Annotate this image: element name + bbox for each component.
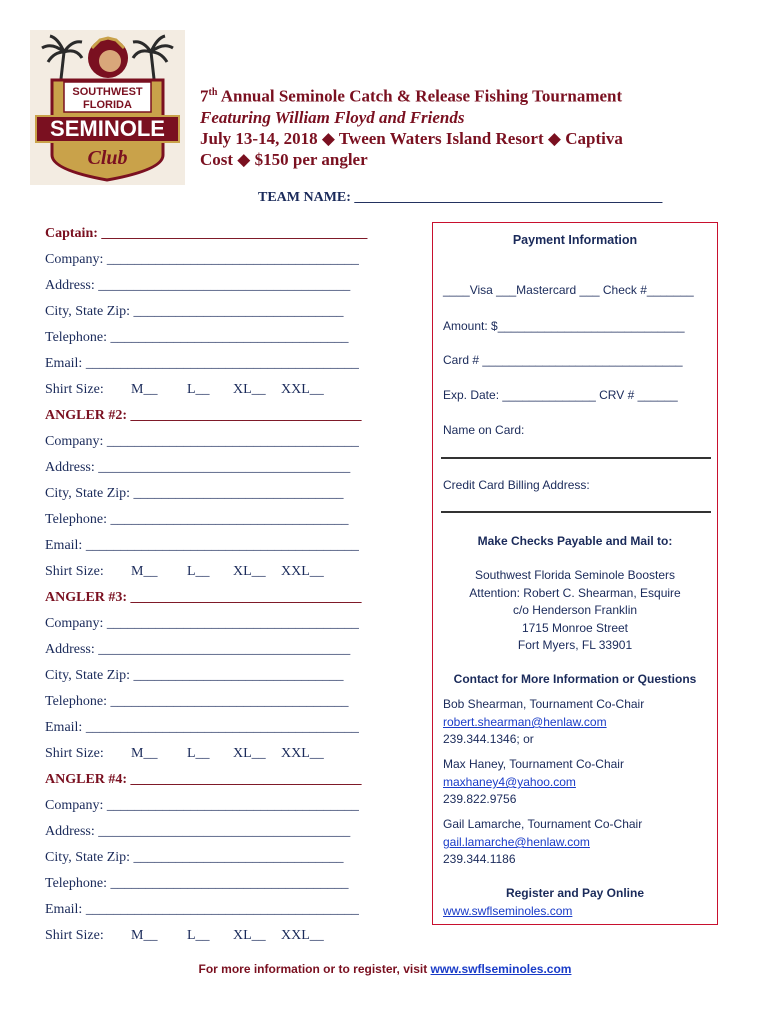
angler2-telephone-field[interactable]: Telephone: __________________________________	[45, 512, 349, 527]
checks-title: Make Checks Payable and Mail to:	[477, 534, 673, 548]
edition-suffix: th	[208, 87, 218, 98]
angler2-shirt-size[interactable]	[45, 563, 390, 589]
divider	[441, 457, 711, 459]
footer	[0, 962, 770, 976]
shirt-size-l[interactable]: L__	[187, 564, 210, 579]
mail-line: Southwest Florida Seminole Boosters	[474, 568, 676, 582]
shirt-size-m[interactable]: M__	[131, 746, 158, 761]
angler3-field[interactable]: ANGLER #3: _________________________________	[45, 590, 362, 605]
captain-company-field[interactable]: Company: ____________________________________	[45, 252, 359, 267]
footer-text: For more information or to register, visit	[198, 962, 431, 976]
angler4-telephone-field[interactable]: Telephone: __________________________________	[45, 876, 349, 891]
contact-name: Max Haney, Tournament Co-Chair	[443, 757, 624, 771]
captain-field[interactable]: Captain: ______________________________________	[45, 226, 368, 241]
shirt-size-xxl[interactable]: XXL__	[281, 928, 324, 943]
exp-date-field[interactable]: Exp. Date: ______________ CRV # ______	[443, 388, 678, 402]
angler3-email-field[interactable]: Email: _______________________________________	[45, 720, 359, 735]
angler2-city-field[interactable]: City, State Zip: ______________________________	[45, 486, 344, 501]
contact-phone: 239.344.1186	[443, 852, 516, 866]
shirt-size-xxl[interactable]: XXL__	[281, 564, 324, 579]
amount-field[interactable]: Amount: $____________________________	[443, 319, 685, 333]
angler4-field[interactable]: ANGLER #4: _________________________________	[45, 772, 362, 787]
angler2-field[interactable]: ANGLER #2: _________________________________	[45, 408, 362, 423]
mail-line: c/o Henderson Franklin	[512, 603, 638, 617]
shirt-size-xxl[interactable]: XXL__	[281, 746, 324, 761]
footer-link[interactable]: www.swflseminoles.com	[430, 962, 572, 976]
angler4-company-field[interactable]: Company: ____________________________________	[45, 798, 359, 813]
payment-method-field[interactable]: ____Visa ___Mastercard ___ Check #_______	[443, 283, 694, 297]
shirt-size-l[interactable]: L__	[187, 928, 210, 943]
register-title: Register and Pay Online	[505, 886, 645, 900]
seminole-head-icon	[88, 38, 128, 78]
logo-text-southwest: SOUTHWEST	[72, 86, 143, 98]
shirt-size-m[interactable]: M__	[131, 928, 158, 943]
event-title	[200, 82, 760, 107]
billing-address-field[interactable]: Credit Card Billing Address:	[443, 478, 590, 492]
angler4-address-field[interactable]: Address: ____________________________________	[45, 824, 351, 839]
shirt-size-l[interactable]: L__	[187, 746, 210, 761]
event-dates-location: July 13-14, 2018 ◆ Tween Waters Island Resort ◆ Captiva	[200, 128, 623, 148]
angler3-address-field[interactable]: Address: ____________________________________	[45, 642, 351, 657]
captain-address-field[interactable]: Address: ____________________________________	[45, 278, 351, 293]
angler3-company-field[interactable]: Company: ____________________________________	[45, 616, 359, 631]
contact-title: Contact for More Information or Questions	[453, 672, 697, 686]
mail-line: Fort Myers, FL 33901	[517, 638, 633, 652]
angler2-address-field[interactable]: Address: ____________________________________	[45, 460, 351, 475]
shirt-size-label: Shirt Size:	[45, 928, 104, 943]
event-title-text: Annual Seminole Catch & Release Fishing Tournament	[217, 86, 623, 106]
name-on-card-field[interactable]: Name on Card:	[443, 423, 525, 437]
event-cost: Cost ◆ $150 per angler	[200, 149, 368, 169]
shirt-size-l[interactable]: L__	[187, 382, 210, 397]
captain-shirt-size[interactable]	[45, 381, 390, 407]
payment-box	[432, 222, 718, 925]
contact-name: Bob Shearman, Tournament Co-Chair	[443, 697, 645, 711]
southwest-florida-seminole-club-logo	[30, 30, 185, 185]
angler2-company-field[interactable]: Company: ____________________________________	[45, 434, 359, 449]
shirt-size-label: Shirt Size:	[45, 746, 104, 761]
shirt-size-label: Shirt Size:	[45, 564, 104, 579]
shirt-size-xl[interactable]: XL__	[233, 382, 266, 397]
logo-text-club: Club	[87, 147, 128, 169]
shirt-size-label: Shirt Size:	[45, 382, 104, 397]
contact-phone: 239.344.1346; or	[443, 732, 534, 746]
shirt-size-xl[interactable]: XL__	[233, 746, 266, 761]
contact-email-link[interactable]: robert.shearman@henlaw.com	[443, 715, 607, 729]
event-header	[200, 82, 760, 170]
angler3-city-field[interactable]: City, State Zip: ______________________________	[45, 668, 344, 683]
angler4-shirt-size[interactable]	[45, 927, 390, 953]
shirt-size-xl[interactable]: XL__	[233, 928, 266, 943]
captain-telephone-field[interactable]: Telephone: __________________________________	[45, 330, 349, 345]
angler4-email-field[interactable]: Email: _______________________________________	[45, 902, 359, 917]
angler3-shirt-size[interactable]	[45, 745, 390, 771]
contact-email-link[interactable]: gail.lamarche@henlaw.com	[443, 835, 590, 849]
register-link[interactable]: www.swflseminoles.com	[443, 904, 573, 918]
logo-text-florida: FLORIDA	[83, 99, 132, 111]
edition-number: 7	[200, 86, 209, 106]
registration-form	[45, 225, 390, 953]
mail-line: Attention: Robert C. Shearman, Esquire	[469, 586, 681, 600]
shirt-size-m[interactable]: M__	[131, 564, 158, 579]
contact-name: Gail Lamarche, Tournament Co-Chair	[443, 817, 643, 831]
team-name-field[interactable]: TEAM NAME: ____________________________________________	[258, 190, 663, 205]
shirt-size-m[interactable]: M__	[131, 382, 158, 397]
logo-text-seminole: SEMINOLE	[50, 116, 165, 141]
angler3-telephone-field[interactable]: Telephone: __________________________________	[45, 694, 349, 709]
angler4-city-field[interactable]: City, State Zip: ______________________________	[45, 850, 344, 865]
captain-email-field[interactable]: Email: _______________________________________	[45, 356, 359, 371]
mail-line: 1715 Monroe Street	[521, 621, 629, 635]
divider	[441, 511, 711, 513]
shirt-size-xl[interactable]: XL__	[233, 564, 266, 579]
payment-title: Payment Information	[512, 233, 638, 247]
captain-city-field[interactable]: City, State Zip: ______________________________	[45, 304, 344, 319]
event-subtitle: Featuring William Floyd and Friends	[200, 107, 465, 127]
shirt-size-xxl[interactable]: XXL__	[281, 382, 324, 397]
contact-email-link[interactable]: maxhaney4@yahoo.com	[443, 775, 576, 789]
contact-phone: 239.822.9756	[443, 792, 517, 806]
angler2-email-field[interactable]: Email: _______________________________________	[45, 538, 359, 553]
card-number-field[interactable]: Card # ______________________________	[443, 353, 683, 367]
